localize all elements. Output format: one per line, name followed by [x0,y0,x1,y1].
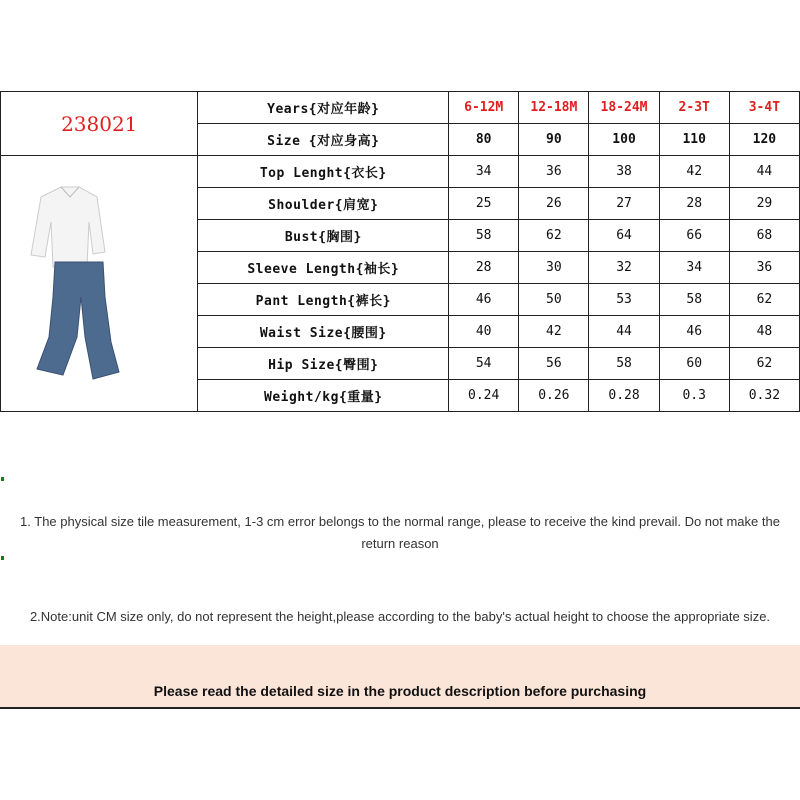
row-label: Waist Size{腰围} [198,316,449,348]
header-cell: 18-24M [589,92,659,124]
table-cell: 62 [729,348,799,380]
table-cell: 50 [519,284,589,316]
row-label: Pant Length{裤长} [198,284,449,316]
header-cell: 12-18M [519,92,589,124]
note-1 [0,511,800,555]
row-label: Weight/kg{重量} [198,380,449,412]
table-cell: 0.26 [519,380,589,412]
header-cell: 120 [729,124,799,156]
purchase-banner [0,645,800,709]
table-cell: 44 [589,316,659,348]
table-cell: 34 [659,252,729,284]
header-row [1,92,800,124]
table-cell: 68 [729,220,799,252]
row-label: Years{对应年龄} [198,92,449,124]
table-cell: 0.3 [659,380,729,412]
table-cell: 62 [519,220,589,252]
table-cell: 25 [449,188,519,220]
header-cell: 100 [589,124,659,156]
table-cell: 44 [729,156,799,188]
table-row [1,156,800,188]
row-label: Size {对应身高} [198,124,449,156]
product-code: 238021 [1,92,198,156]
table-cell: 28 [449,252,519,284]
table-cell: 0.32 [729,380,799,412]
table-cell: 42 [519,316,589,348]
header-cell: 110 [659,124,729,156]
header-cell: 6-12M [449,92,519,124]
table-cell: 60 [659,348,729,380]
row-label: Sleeve Length{袖长} [198,252,449,284]
table-cell: 36 [729,252,799,284]
row-label: Shoulder{肩宽} [198,188,449,220]
table-cell: 64 [589,220,659,252]
table-cell: 29 [729,188,799,220]
table-cell: 66 [659,220,729,252]
table-cell: 58 [589,348,659,380]
note-1-line-2: return reason [361,536,439,551]
table-cell: 56 [519,348,589,380]
product-image [1,156,198,412]
table-cell: 42 [659,156,729,188]
row-label: Bust{胸围} [198,220,449,252]
table-cell: 28 [659,188,729,220]
table-cell: 46 [659,316,729,348]
row-label: Top Lenght{衣长} [198,156,449,188]
table-cell: 30 [519,252,589,284]
banner-text: Please read the detailed size in the product description before purchasing [153,683,647,699]
table-cell: 0.24 [449,380,519,412]
marker-icon [1,556,4,560]
note-2: 2.Note:unit CM size only, do not represent the height,please according to the baby's actual height to choose the appropriate size. [29,609,771,624]
header-cell: 3-4T [729,92,799,124]
marker-icon [1,477,4,481]
table-cell: 0.28 [589,380,659,412]
table-cell: 58 [449,220,519,252]
note-1-line-1: 1. The physical size tile measurement, 1-3 cm error belongs to the normal range, please to receive the kind prevail. Do not make the [20,514,780,529]
row-label: Hip Size{臀围} [198,348,449,380]
table-cell: 54 [449,348,519,380]
header-cell: 2-3T [659,92,729,124]
table-cell: 40 [449,316,519,348]
table-cell: 27 [589,188,659,220]
table-cell: 48 [729,316,799,348]
size-chart-table [0,91,800,412]
table-cell: 26 [519,188,589,220]
table-cell: 46 [449,284,519,316]
table-cell: 53 [589,284,659,316]
table-cell: 58 [659,284,729,316]
table-cell: 38 [589,156,659,188]
header-cell: 90 [519,124,589,156]
table-cell: 62 [729,284,799,316]
outfit-illustration [1,157,197,407]
table-cell: 32 [589,252,659,284]
table-cell: 36 [519,156,589,188]
table-cell: 34 [449,156,519,188]
header-cell: 80 [449,124,519,156]
